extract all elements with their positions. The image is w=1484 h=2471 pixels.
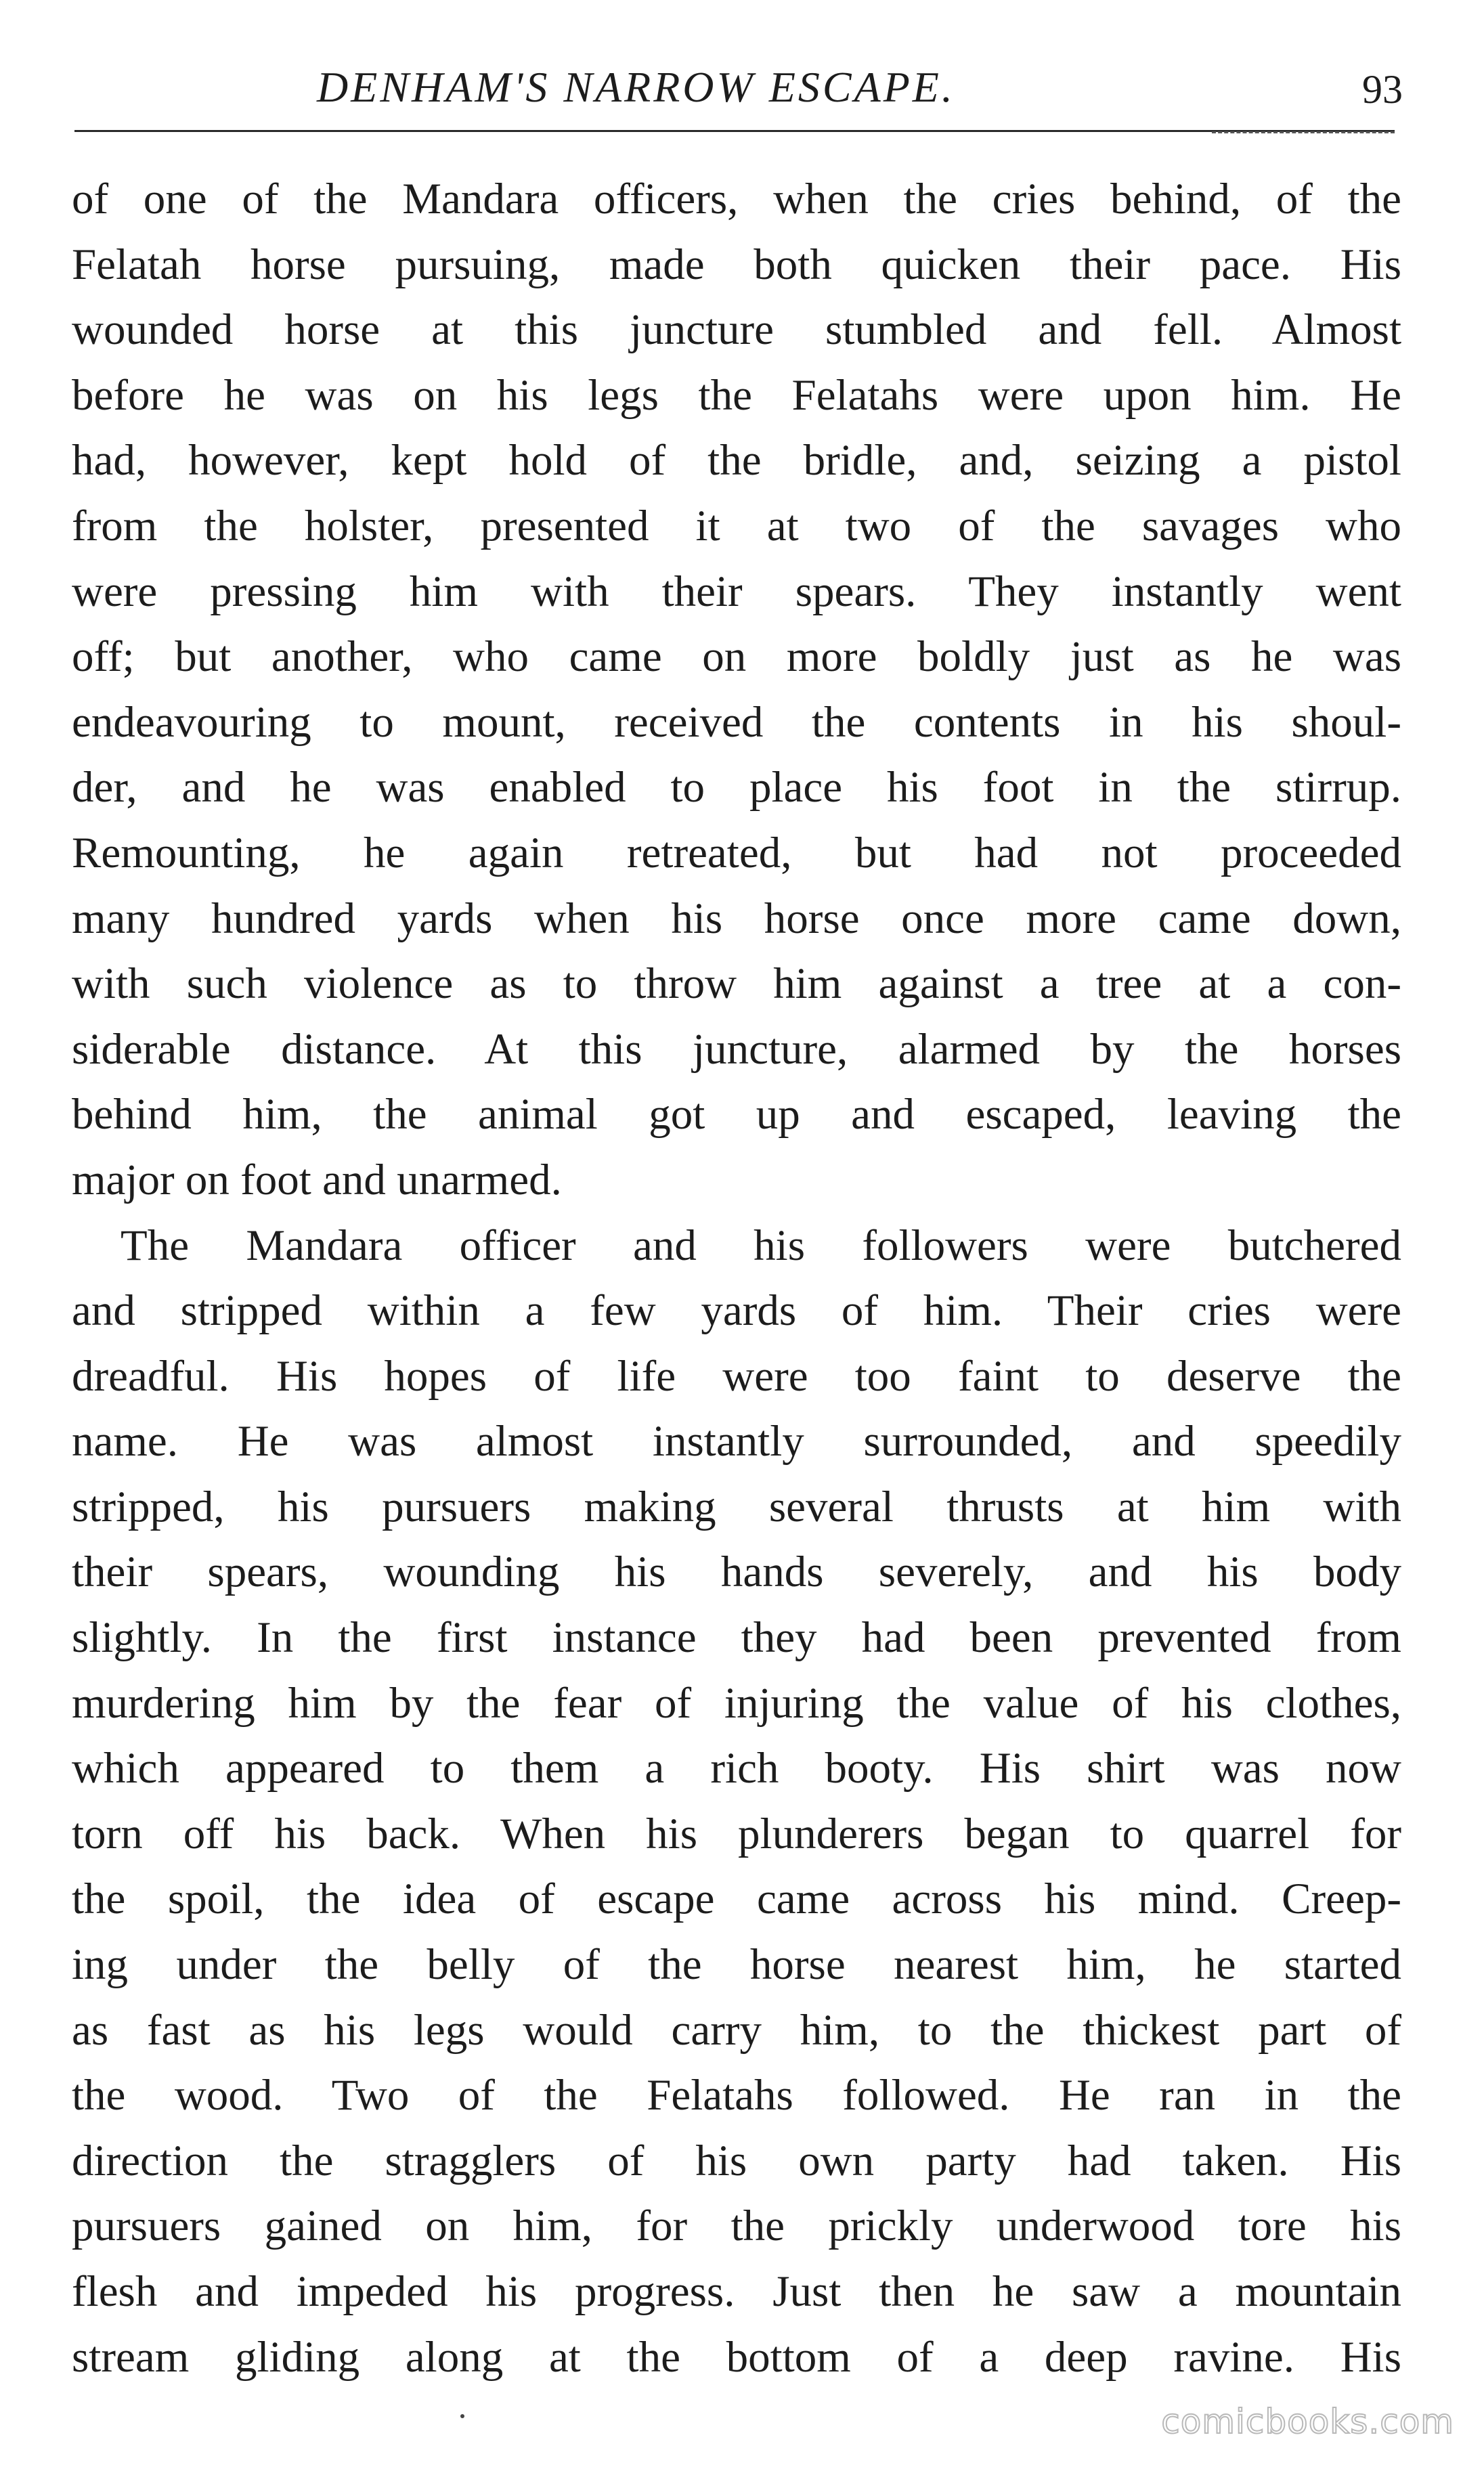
text-line: Remounting, he again retreated, but had not proceeded <box>72 828 1401 877</box>
text-line: the spoil, the idea of escape came across his mind. Creep- <box>72 1875 1401 1924</box>
text-line: their spears, wounding his hands severely, and his body <box>72 1548 1401 1597</box>
running-head: DENHAM'S NARROW ESCAPE. <box>317 63 955 111</box>
text-line: murdering him by the fear of injuring the value of his clothes, <box>72 1678 1401 1728</box>
text-line: with such violence as to throw him against a tree at a con- <box>72 959 1401 1009</box>
text-line: as fast as his legs would carry him, to the thickest part of <box>72 2005 1401 2055</box>
body-text <box>72 167 1401 2390</box>
text-line: wounded horse at this juncture stumbled and fell. Almost <box>72 305 1401 355</box>
footer-dot <box>460 2414 464 2418</box>
text-line: were pressing him with their spears. They instantly went <box>72 567 1401 616</box>
text-line: name. He was almost instantly surrounded, and speedily <box>72 1417 1401 1466</box>
text-line: torn off his back. When his plunderers began to quarrel for <box>72 1809 1401 1858</box>
text-line: ing under the belly of the horse nearest him, he started <box>72 1940 1401 1990</box>
text-line: stripped, his pursuers making several thrusts at him with <box>72 1482 1401 1531</box>
text-line: der, and he was enabled to place his foot in the stirrup. <box>72 763 1401 812</box>
text-line: had, however, kept hold of the bridle, and, seizing a pistol <box>72 436 1401 485</box>
page-number: 93 <box>1362 67 1403 112</box>
text-line: before he was on his legs the Felatahs were upon him. He <box>72 370 1401 420</box>
watermark-logo: comicbooks.com <box>1161 2402 1454 2441</box>
header-rule-dashed <box>1212 131 1395 133</box>
paragraph-end-line: major on foot and unarmed. <box>72 1155 562 1204</box>
text-line: the wood. Two of the Felatahs followed. He ran in the <box>72 2071 1401 2120</box>
text-line: which appeared to them a rich booty. His shirt was now <box>72 1744 1401 1793</box>
paragraph-start-line: The Mandara officer and his followers were butchered <box>121 1221 1401 1270</box>
text-line: slightly. In the first instance they had been prevented from <box>72 1613 1401 1663</box>
text-line: stream gliding along at the bottom of a deep ravine. His <box>72 2332 1401 2382</box>
text-line: dreadful. His hopes of life were too faint to deserve the <box>72 1351 1401 1401</box>
text-line: off; but another, who came on more boldly just as he was <box>72 632 1401 682</box>
text-line: flesh and impeded his progress. Just then he saw a mountain <box>72 2267 1401 2316</box>
text-line: Felatah horse pursuing, made both quicken their pace. His <box>72 240 1401 289</box>
text-line: siderable distance. At this juncture, alarmed by the horses <box>72 1024 1401 1074</box>
text-line: and stripped within a few yards of him. Their cries were <box>72 1286 1401 1336</box>
text-line: direction the stragglers of his own party had taken. His <box>72 2136 1401 2185</box>
text-line: pursuers gained on him, for the prickly underwood tore his <box>72 2202 1401 2251</box>
text-line: behind him, the animal got up and escaped, leaving the <box>72 1090 1401 1139</box>
text-line: endeavouring to mount, received the contents in his shoul- <box>72 697 1401 747</box>
text-line: of one of the Mandara officers, when the cries behind, of the <box>72 175 1401 223</box>
text-line: from the holster, presented it at two of the savages who <box>72 501 1401 550</box>
text-line: many hundred yards when his horse once more came down, <box>72 894 1401 943</box>
header-rule <box>74 130 1395 132</box>
